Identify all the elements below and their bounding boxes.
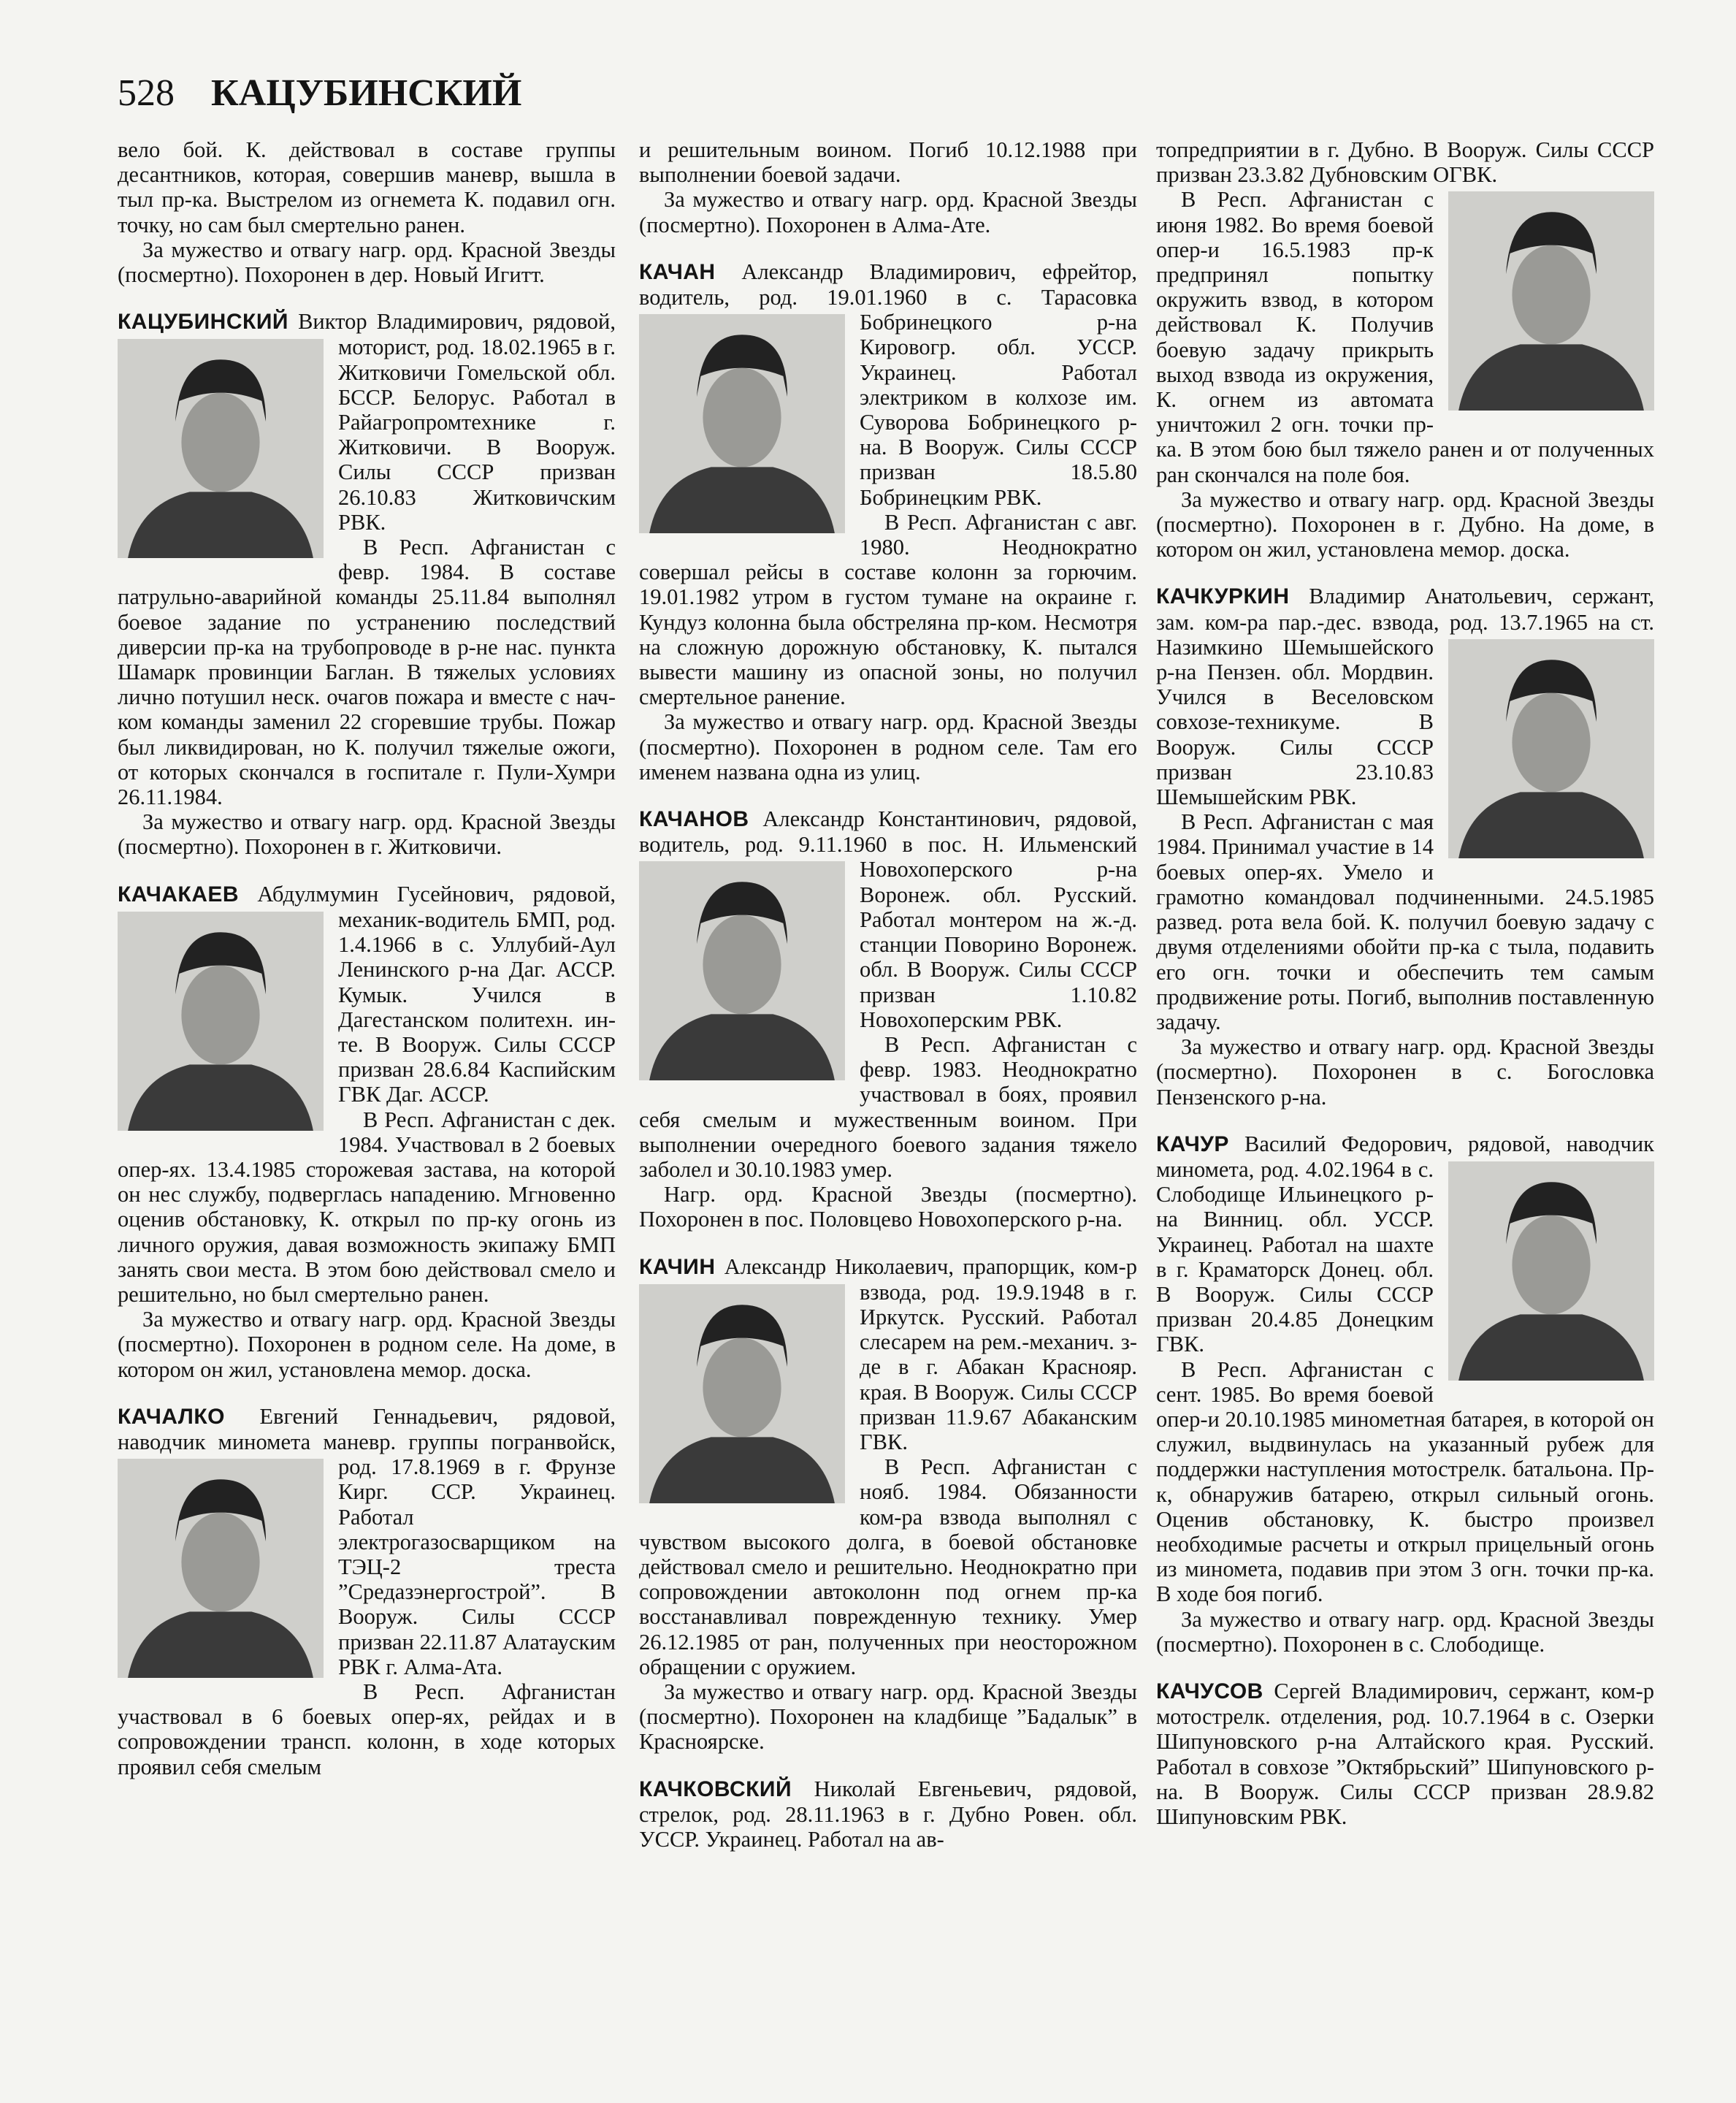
entry-name: КАЧАЛКО	[118, 1404, 225, 1429]
entry-bio: Житковичи Гомельской обл. БССР. Белорус. Работал в Райагропромтехнике г. Житковичи. В Вооруж. Силы СССР призван 26.10.83 Житковичским РВК.	[338, 359, 616, 535]
entry-service: В Респ. Афганистан участвовал в 6 боевых опер-ях, рейдах и в сопровождении трансп. колонн, в ходе которых проявил себя смелым	[118, 1679, 616, 1779]
entry-name: КАЧАН	[639, 259, 716, 284]
entry-service: В Респ. Афганистан с сент. 1985. Во время боевой опер-и 20.10.1985 минометная батарея, в которой он служил, выдвинулась на указанный рубеж для поддержки наступления мотострелк. батальона. Пр-к, обнаружив батарею, открыл сильный огонь. Оценив обстановку, К. быстро произвел необходимые расчеты и открыл прицельный огонь из миномета, подавив при этом 3 огн. точки пр-ка. В ходе боя погиб.	[1156, 1356, 1654, 1607]
entry-kachusov	[1156, 1679, 1654, 1829]
column-1	[118, 137, 616, 1779]
entry-name: КАЧКУРКИН	[1156, 584, 1290, 609]
entry-service: В Респ. Афганистан с авг. 1980. Неоднократно совершал рейсы в составе колонн за горючим. 19.01.1982 утром в густом тумане на окраине г. Кундуз колонна была обстреляна пр-ком. Несмотря на сложную дорожную обстановку, К. пытался вывести машину из опасной зоны, но получил смертельное ранение.	[639, 509, 1137, 710]
entry-name: КАЧАНОВ	[639, 807, 749, 832]
entry-award: За мужество и отвагу нагр. орд. Красной Звезды (посмертно). Похоронен на кладбище ”Бадалык” в Красноярске.	[639, 1679, 1137, 1755]
entry-service: В Респ. Афганистан с февр. 1983. Неоднократно участвовал в боях, проявил себя смелым и мужественным воином. При выполнении очередного боевого задания тяжело заболел и 30.10.1983 умер.	[639, 1031, 1137, 1182]
entry-intro: Абдулмумин Гусейнович, рядовой, механик-водитель БМП, род.	[239, 881, 616, 932]
portrait-photo	[118, 1459, 324, 1678]
portrait-photo	[639, 861, 845, 1080]
entry-service: В Респ. Афганистан с июня 1982. Во время боевой опер-и 16.5.1983 пр-к предпринял попытку окружить взвод, в котором действовал К. Получив боевую задачу прикрыть выход взвода из окружения, К. огнем из автомата уничтожил 2 огн. точки пр-ка. В этом бою был тяжело ранен и от полученных ран скончался на поле боя.	[1156, 187, 1654, 487]
award-text: За мужество и отвагу нагр. орд. Красной Звезды (посмертно). Похоронен в г. Дубно. На доме, в котором он жил, установлена мемор. доска.	[1156, 486, 1654, 562]
entry-kachkurkin	[1156, 584, 1654, 1109]
portrait-photo	[1448, 1161, 1654, 1381]
entry-bio: погранвойск, род. 17.8.1969 в г. Фрунзе Кирг. ССР. Украинец. Работал электрогазосварщиком на ТЭЦ-2 треста ”Средазэнергострой”. В Вооруж. Силы СССР призван 22.11.87 Алатауским РВК г. Алма-Ата.	[338, 1429, 616, 1679]
entry-award: За мужество и отвагу нагр. орд. Красной Звезды (посмертно). Похоронен в с. Богословка Пензенского р-на.	[1156, 1034, 1654, 1110]
entry-intro: Василий Федорович, рядовой, наводчик миномета, род. 4.02.1964 в с.	[1156, 1131, 1654, 1182]
continued-text: и решительным воином. Погиб 10.12.1988 при выполнении боевой задачи.	[639, 137, 1137, 188]
page-header	[118, 72, 521, 115]
portrait-photo	[639, 314, 845, 533]
entry-kachur	[1156, 1131, 1654, 1657]
entry-bio: 1.4.1966 в с. Уллубий-Аул Ленинского р-на Даг. АССР. Кумык. Учился в Дагестанском политехн. ин-те. В Вооруж. Силы СССР призван 28.6.84 Каспийским ГВК Даг. АССР.	[338, 932, 616, 1107]
award-text: За мужество и отвагу нагр. орд. Красной Звезды (посмертно). Похоронен в дер. Новый Игитт.	[118, 237, 616, 288]
entry-kachakaev	[118, 882, 616, 1382]
entry-kachkovsky	[639, 1776, 1137, 1852]
entry-intro: Александр Николаевич, прапорщик, ком-р взвода, род. 19.9.1948 в г.	[715, 1253, 1137, 1305]
entry-intro: Сергей Владимирович, сержант, ком-р мотострелк. отделения, род. 10.7.1964 в с. Озерки Шипуновского р-на Алтайского края. Русский. Работал в совхозе ”Октябрьский” Шипуновского р-на. В Вооруж. Силы СССР призван 28.9.82 Шипуновским РВК.	[1156, 1678, 1654, 1829]
entry-award: За мужество и отвагу нагр. орд. Красной Звезды (посмертно). Похоронен в родном селе. На доме, в котором он жил, установлена мемор. доска.	[118, 1307, 616, 1382]
page-number: 528	[118, 72, 175, 114]
entry-intro: Александр Владимирович, ефрейтор, водитель, род. 19.01.1960 в с.	[639, 259, 1137, 310]
column-3	[1156, 137, 1654, 1829]
entry-intro: Александр Константинович, рядовой, водитель, род. 9.11.1960 в пос.	[639, 806, 1137, 858]
entry-bio: Тарасовка Бобринецкого р-на Кировогр. обл. УССР. Украинец. Работал электриком в колхозе им. Суворова Бобринецкого р-на. В Вооруж. Силы СССР призван 18.5.80 Бобринецким РВК.	[860, 285, 1137, 510]
entry-name: КАЧАКАЕВ	[118, 882, 240, 907]
entry-name: КАЧИН	[639, 1254, 716, 1279]
entry-name: КАЧУСОВ	[1156, 1679, 1263, 1703]
entry-intro: Виктор Владимирович, рядовой, моторист, род. 18.02.1965 в г.	[288, 309, 616, 360]
entry-intro: Николай Евгеньевич, рядовой, стрелок, род. 28.11.1963 в г. Дубно Ровен. обл. УССР. Украинец. Работал на ав-	[639, 1776, 1137, 1852]
award-text: За мужество и отвагу нагр. орд. Красной Звезды (посмертно). Похоронен в Алма-Ате.	[639, 187, 1137, 237]
entry-intro: Владимир Анатольевич, сержант, зам. ком-ра пар.-дес. взвода, род. 13.7.1965 на ст.	[1156, 584, 1654, 635]
entry-intro: Евгений Геннадьевич, рядовой, наводчик миномета маневр. группы	[118, 1403, 616, 1454]
entry-service: В Респ. Афганистан с нояб. 1984. Обязанности ком-ра взвода выполнял с чувством высокого долга, в боевой обстановке действовал смело и решительно. Неоднократно при сопровождении автоколонн под огнем пр-ка восстанавливал поврежденную технику. Умер 26.12.1985 от ран, полученных при неосторожном обращении с оружием.	[639, 1454, 1137, 1679]
portrait-photo	[639, 1284, 845, 1503]
portrait-photo	[1448, 191, 1654, 411]
running-title: КАЦУБИНСКИЙ	[211, 72, 522, 114]
entry-name: КАЧКОВСКИЙ	[639, 1776, 792, 1801]
entry-bio: Н. Ильменский Новохоперского р-на Воронеж. обл. Русский. Работал монтером на ж.-д. станции Поворино Воронеж. обл. В Вооруж. Силы СССР призван 1.10.82 Новохоперским РВК.	[860, 832, 1138, 1032]
entry-award: За мужество и отвагу нагр. орд. Красной Звезды (посмертно). Похоронен в родном селе. Там его именем названа одна из улиц.	[639, 709, 1137, 785]
entry-kachin	[639, 1254, 1137, 1755]
entry-award: За мужество и отвагу нагр. орд. Красной Звезды (посмертно). Похоронен в г. Житковичи.	[118, 809, 616, 860]
portrait-photo	[118, 912, 324, 1131]
entry-bio: Слободище Ильинецкого р-на Винниц. обл. УССР. Украинец. Работал на шахте в г. Краматорск Донец. обл. В Вооруж. Силы СССР призван 20.4.85 Донецким ГВК.	[1156, 1182, 1434, 1357]
entry-kachanov	[639, 806, 1137, 1232]
portrait-photo	[1448, 639, 1654, 858]
entry-name: КАЦУБИНСКИЙ	[118, 310, 288, 335]
entry-kachalko	[118, 1404, 616, 1779]
entry-name: КАЧУР	[1156, 1131, 1229, 1156]
entry-bio: Назимкино Шемышейского р-на Пензен. обл. Мордвин. Учился в Веселовском совхозе-техникуме. В Вооруж. Силы СССР призван 23.10.83 Шемышейским РВК.	[1156, 634, 1434, 810]
entry-service: В Респ. Афганистан с дек. 1984. Участвовал в 2 боевых опер-ях. 13.4.1985 сторожевая застава, на которой он нес службу, подверглась нападению. Мгновенно оценив обстановку, К. открыл по пр-ку огонь из личного оружия, давая возможность экипажу БМП занять свои места. В этом бою действовал смело и решительно, но был смертельно ранен.	[118, 1107, 616, 1307]
column-2	[639, 137, 1137, 1852]
continued-text: топредприятии в г. Дубно. В Вооруж. Силы СССР призван 23.3.82 Дубновским ОГВК.	[1156, 137, 1654, 188]
continued-text: вело бой. К. действовал в составе группы десантников, которая, совершив маневр, вышла в тыл пр-ка. Выстрелом из огнемета К. подавил огн. точку, но сам был смертельно ранен.	[118, 137, 616, 237]
entry-bio: Иркутск. Русский. Работал слесарем на рем.-механич. з-де в г. Абакан Краснояр. края. В Вооруж. Силы СССР призван 11.9.67 Абаканским ГВК.	[860, 1304, 1137, 1454]
portrait-photo	[118, 339, 324, 558]
entry-katsubinsky	[118, 309, 616, 859]
entry-award: За мужество и отвагу нагр. орд. Красной Звезды (посмертно). Похоронен в с. Слободище.	[1156, 1606, 1654, 1657]
entry-service: В Респ. Афганистан с мая 1984. Принимал участие в 14 боевых опер-ях. Умело и грамотно командовал подчиненными. 24.5.1985 развед. рота вела бой. К. получил боевую задачу с двумя отделениями обойти пр-ка с тыла, подавить его огн. точки и обеспечить тем самым продвижение роты. Погиб, выполнив поставленную задачу.	[1156, 809, 1654, 1034]
entry-award: Нагр. орд. Красной Звезды (посмертно). Похоронен в пос. Половцево Новохоперского р-на.	[639, 1182, 1137, 1232]
entry-service: В Респ. Афганистан с февр. 1984. В составе патрульно-аварийной команды 25.11.84 выполнял боевое задание по устранению последствий диверсии пр-ка на трубопроводе в р-не нас. пункта Шамарк провинции Баглан. В тяжелых условиях лично потушил неск. очагов пожара и вместе с нач-ком команды заменил 22 сгоревшие трубы. Пожар был ликвидирован, но К. получил тяжелые ожоги, от которых скончался в госпитале г. Пули-Хумри 26.11.1984.	[118, 535, 616, 810]
entry-kachan	[639, 259, 1137, 785]
